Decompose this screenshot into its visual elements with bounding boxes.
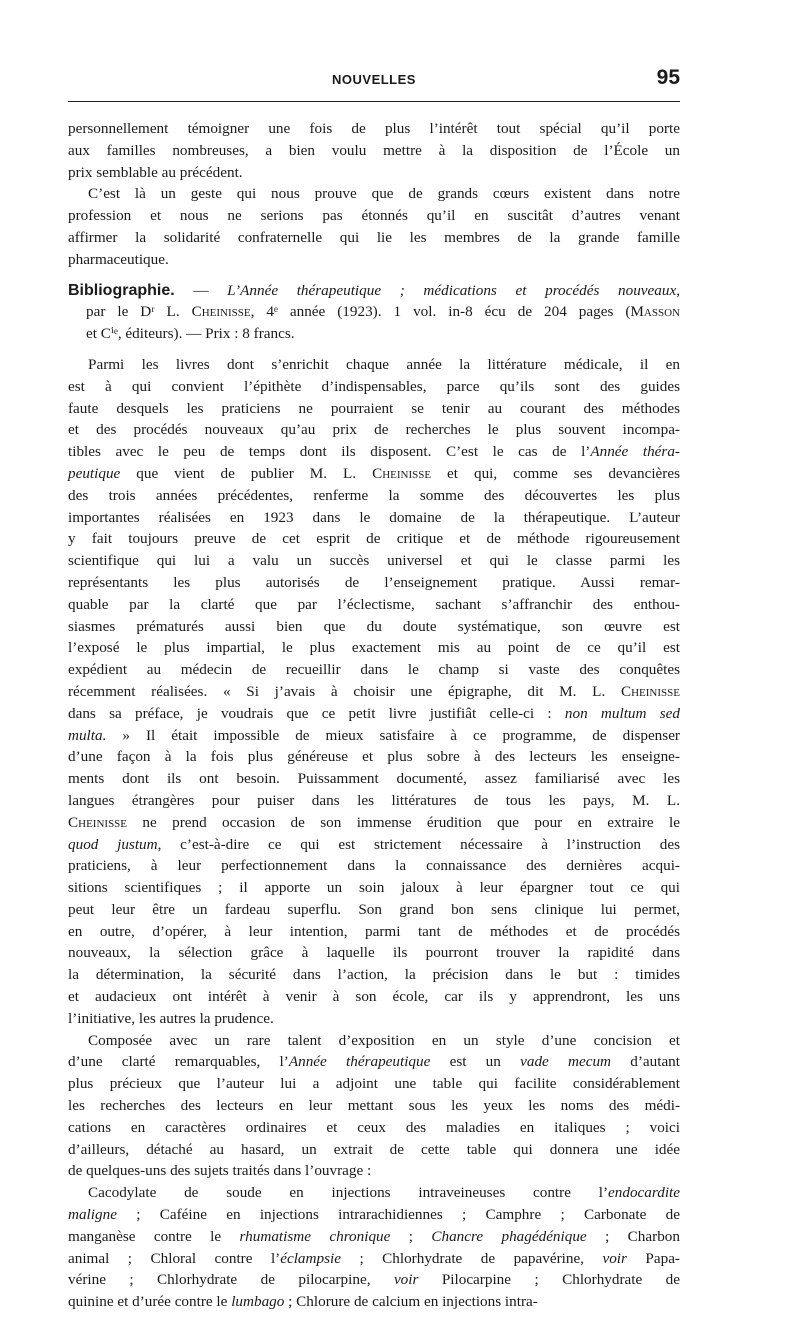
text-segment: Pilocarpine ; Chlorhydrate de <box>418 1271 681 1289</box>
text-line <box>68 1204 680 1226</box>
running-head-title: NOUVELLES <box>332 72 416 87</box>
text-segment: des trois années précédentes, renferme la somme des découvertes les plus <box>68 486 680 504</box>
text-line <box>68 301 680 323</box>
text-segment: l’initiative, les autres la prudence. <box>68 1009 274 1027</box>
italic-segment: multa. <box>68 726 107 744</box>
text-line <box>68 1008 680 1030</box>
text-line <box>68 637 680 659</box>
paragraph <box>68 183 680 270</box>
text-segment: manganèse contre le <box>68 1227 240 1245</box>
text-segment: Composée avec un rare talent d’exposition en un style d’une concision et <box>88 1031 680 1049</box>
italic-segment: Année thérapeutique <box>288 1053 431 1071</box>
text-segment: récemment réalisées. « Si j’avais à choisir une épigraphe, dit M. L. <box>68 682 621 700</box>
text-line <box>68 899 680 921</box>
text-line <box>68 812 680 834</box>
text-segment: quable par la clarté que par l’éclectisme, sachant s’affranchir des enthou- <box>68 595 680 613</box>
text-segment: est un <box>430 1053 521 1071</box>
italic-segment: maligne <box>68 1206 117 1224</box>
text-segment: ; Chlorhydrate de papavérine, <box>340 1249 603 1267</box>
text-line <box>68 877 680 899</box>
text-segment: et qui, comme ses devancières <box>431 464 681 482</box>
text-segment: quinine et d’urée contre le <box>68 1293 232 1311</box>
text-segment: » Il était impossible de mieux satisfaire à ce programme, de dispenser <box>106 726 680 744</box>
text-line <box>68 354 680 376</box>
text-line <box>68 681 680 703</box>
text-line <box>68 205 680 227</box>
text-line <box>68 1117 680 1139</box>
section-heading: Bibliographie. <box>68 281 175 299</box>
text-segment: aux familles nombreuses, a bien voulu mettre à la disposition de l’École un <box>68 141 680 159</box>
header-rule <box>68 101 680 102</box>
text-line <box>68 162 680 184</box>
text-segment: vérine ; Chlorhydrate de pilocarpine, <box>68 1271 394 1289</box>
italic-segment: rhumatisme chronique <box>239 1227 391 1245</box>
italic-segment: non multum sed <box>564 704 680 722</box>
text-line <box>68 921 680 943</box>
text-line <box>68 376 680 398</box>
text-segment: animal ; Chloral contre l’ <box>68 1249 281 1267</box>
running-head <box>68 68 680 92</box>
italic-segment: vade mecum <box>520 1053 612 1071</box>
text-line <box>68 1182 680 1204</box>
text-line <box>68 280 680 302</box>
text-segment: ne prend occasion de son immense érudition que pour en extraire le <box>127 813 680 831</box>
page-number: 95 <box>656 66 680 89</box>
text-line <box>68 507 680 529</box>
text-segment: Papa- <box>626 1249 680 1267</box>
text-segment: affirmer la solidarité confraternelle qui lie les membres de la grande famille <box>68 228 680 246</box>
text-line <box>68 834 680 856</box>
bibliography-entry <box>68 280 680 345</box>
text-segment: ; Chlorure de calcium en injections intra- <box>284 1293 538 1311</box>
text-segment: prix semblable au précédent. <box>68 163 243 181</box>
text-line <box>68 528 680 550</box>
text-segment: d’une façon à la fois plus généreuse et plus sobre à des lecteurs les enseigne- <box>68 748 680 766</box>
italic-segment: endocardite <box>608 1184 680 1202</box>
text-line <box>68 227 680 249</box>
text-line <box>68 725 680 747</box>
text-segment: tibles avec le peu de temps dont ils disposent. C’est le cas de l’ <box>68 443 591 461</box>
text-line <box>68 1291 680 1313</box>
text-line <box>68 1030 680 1052</box>
text-line <box>68 463 680 485</box>
text-line <box>68 550 680 572</box>
text-segment: langues étrangères pour puiser dans les littératures de tous les pays, M. L. <box>68 791 680 809</box>
text-line <box>68 323 680 345</box>
author-name: Cheinisse <box>191 303 251 321</box>
text-line <box>68 1248 680 1270</box>
italic-segment: lumbago <box>231 1293 285 1311</box>
text-segment: — <box>174 281 228 299</box>
text-segment: représentants les plus autorisés de l’enseignement pratique. Aussi remar- <box>68 573 680 591</box>
paragraph <box>68 354 680 1030</box>
text-segment: ; Caféine en injections intrarachidiennes ; Camphre ; Carbonate de <box>116 1206 680 1224</box>
text-segment: les recherches des lecteurs en leur mettant sous les yeux les noms des médi- <box>68 1097 680 1115</box>
text-line <box>68 855 680 877</box>
text-segment: pharmaceutique. <box>68 250 169 268</box>
text-segment: profession et nous ne serions pas étonnés qu’il en suscitât d’autres venant <box>68 207 680 225</box>
text-segment: que vient de publier M. L. <box>120 464 373 482</box>
text-line <box>68 183 680 205</box>
text-segment: importantes réalisées en 1923 dans le domaine de la thérapeutique. L’auteur <box>68 508 680 526</box>
text-segment: plus précieux que l’auteur lui a adjoint une table qui facilite considérablement <box>68 1075 680 1093</box>
text-line <box>68 1139 680 1161</box>
text-segment: praticiens, à leur perfectionnement dans la connaissance des dernières acqui- <box>68 857 680 875</box>
text-segment: ; <box>390 1227 432 1245</box>
text-line <box>68 1051 680 1073</box>
text-line <box>68 768 680 790</box>
text-line <box>68 964 680 986</box>
paragraph <box>68 118 680 183</box>
text-segment: ments dont ils ont besoin. Puissamment documenté, assez familiarisé avec les <box>68 770 680 788</box>
paragraph <box>68 1030 680 1183</box>
text-segment: d’autant <box>611 1053 680 1071</box>
italic-segment: L’Année thérapeutique ; médications et procédés nouveaux, <box>227 281 680 299</box>
italic-segment: Chancre phagédénique <box>431 1227 587 1245</box>
text-segment: C’est là un geste qui nous prouve que de grands cœurs existent dans notre <box>88 185 680 203</box>
italic-segment: éclampsie <box>280 1249 341 1267</box>
italic-segment: peutique <box>68 464 121 482</box>
text-line <box>68 659 680 681</box>
italic-segment: Année théra- <box>590 443 680 461</box>
text-segment: c’est-à-dire ce qui est strictement nécessaire à l’instruction des <box>161 835 680 853</box>
text-line <box>68 1095 680 1117</box>
text-segment: sitions scientifiques ; il apporte un soin jaloux à leur épargner tout ce qui <box>68 879 680 897</box>
text-segment: et des procédés nouveaux qu’au prix de recherches le plus souvent incompa- <box>68 421 680 439</box>
text-segment: Parmi les livres dont s’enrichit chaque année la littérature médicale, il en <box>88 355 680 373</box>
text-line <box>68 616 680 638</box>
text-line <box>68 1269 680 1291</box>
text-segment: en outre, d’opérer, à leur intention, parmi tant de méthodes et de procédés <box>68 922 680 940</box>
text-segment: d’ailleurs, détaché au hasard, un extrait de cette table qui donnera une idée <box>68 1140 680 1158</box>
text-line <box>68 249 680 271</box>
text-line <box>68 572 680 594</box>
text-segment: ; Charbon <box>586 1227 680 1245</box>
author-name: Masson <box>630 303 680 321</box>
text-line <box>68 398 680 420</box>
paragraph <box>68 1182 680 1313</box>
article-body <box>68 118 680 1313</box>
text-segment: personnellement témoigner une fois de plus l’intérêt tout spécial qu’il porte <box>68 120 680 137</box>
text-segment: Cacodylate de soude en injections intraveineuses contre l’ <box>88 1184 609 1202</box>
text-line <box>68 441 680 463</box>
author-name: Cheinisse <box>68 813 128 831</box>
text-segment: d’une clarté remarquables, l’ <box>68 1053 289 1071</box>
text-line <box>68 1160 680 1182</box>
text-segment: expédient au médecin de recueillir dans le champ si vaste des conquêtes <box>68 661 680 679</box>
text-line <box>68 942 680 964</box>
text-segment: et Cⁱᵉ, éditeurs). — Prix : 8 francs. <box>86 325 295 343</box>
author-name: Cheinisse <box>620 682 680 700</box>
text-segment: est à qui convient l’épithète d’indispensables, parce qu’ils sont des guides <box>68 377 680 395</box>
text-segment: nouveaux, la sélection grâce à laquelle ils pourront trouver la rapidité dans <box>68 944 680 962</box>
text-segment: dans sa préface, je voudrais que ce petit livre justifiât celle-ci : <box>68 704 565 722</box>
text-segment: siasmes prématurés aussi bien que du doute systématique, son œuvre est <box>68 617 680 635</box>
text-line <box>68 140 680 162</box>
text-segment: la détermination, la sécurité dans l’action, la précision dans le but : timides <box>68 966 680 984</box>
text-segment: de quelques-uns des sujets traités dans l’ouvrage : <box>68 1162 372 1180</box>
text-segment: faute desquels les praticiens ne pourraient se tenir au courant des méthodes <box>68 399 680 417</box>
italic-segment: quod justum, <box>68 835 162 853</box>
author-name: Cheinisse <box>372 464 432 482</box>
text-line <box>68 1226 680 1248</box>
text-segment: l’exposé le plus impartial, le plus exactement mis au point de ce qu’il est <box>68 639 680 657</box>
italic-segment: voir <box>393 1271 419 1289</box>
italic-segment: voir <box>602 1249 627 1267</box>
text-segment: y fait toujours preuve de cet esprit de critique et de méthode rigoureusement <box>68 530 680 548</box>
text-segment: peut leur être un fardeau superflu. Son grand bon sens clinique lui permet, <box>68 900 680 918</box>
text-segment: scientifique qui lui a valu un succès universel et qui le classe parmi les <box>68 552 680 570</box>
text-segment: et audacieux ont intérêt à venir à son école, car ils y apprendront, les uns <box>68 988 680 1006</box>
text-line <box>68 746 680 768</box>
text-line <box>68 986 680 1008</box>
text-line <box>68 1073 680 1095</box>
text-line <box>68 703 680 725</box>
text-line <box>68 594 680 616</box>
text-line <box>68 118 680 140</box>
text-line <box>68 790 680 812</box>
text-line <box>68 419 680 441</box>
text-line <box>68 485 680 507</box>
text-segment: par le Dʳ L. <box>86 303 192 321</box>
text-segment: , 4ᵉ année (1923). 1 vol. in-8 écu de 204 pages ( <box>250 303 631 321</box>
text-segment: cations en caractères ordinaires et ceux des maladies en italiques ; voici <box>68 1118 680 1136</box>
